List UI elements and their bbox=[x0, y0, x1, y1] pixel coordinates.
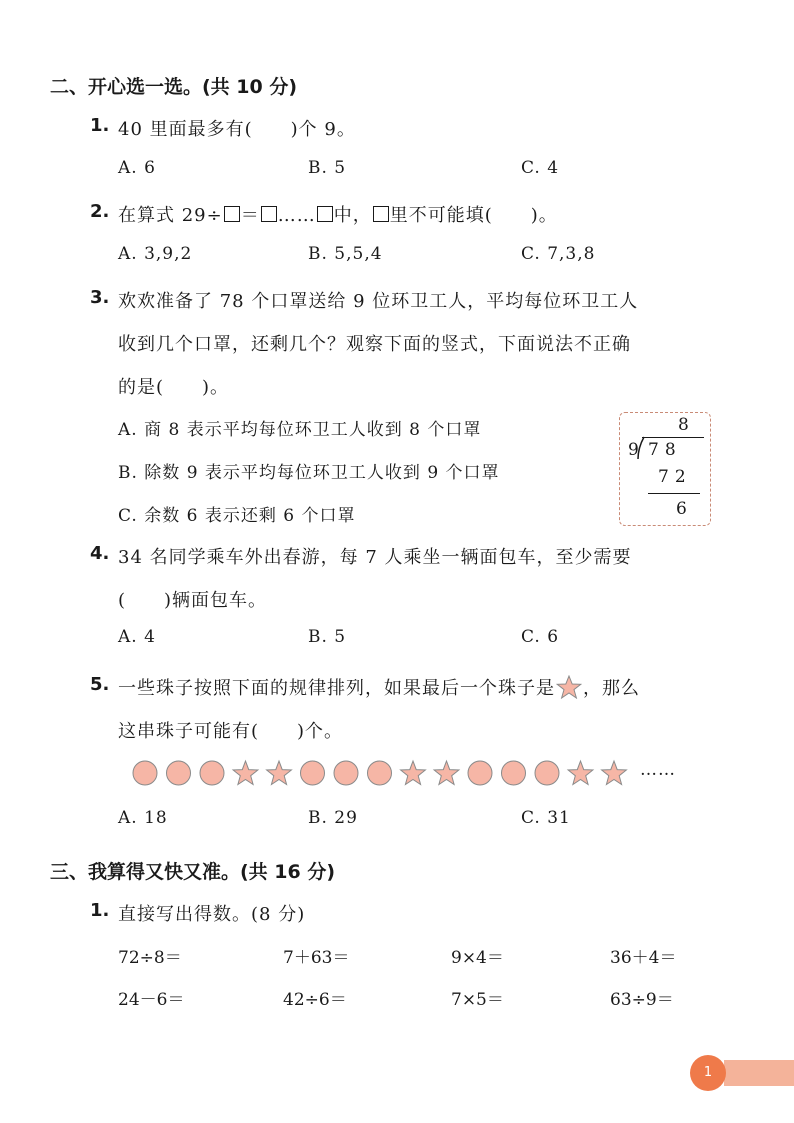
question-3-option-a: A. 商 8 表示平均每位环卫工人收到 8 个口罩 bbox=[118, 420, 482, 440]
question-2-pre: 在算式 29÷ bbox=[118, 205, 223, 226]
division-product: 72 bbox=[658, 467, 692, 487]
question-4-line2: ( )辆面包车。 bbox=[118, 590, 268, 611]
question-5-line1 bbox=[118, 674, 640, 700]
circle-bead bbox=[200, 761, 224, 785]
bead-ellipsis: …… bbox=[640, 760, 676, 780]
circle-bead bbox=[167, 761, 191, 785]
question-3-number: 3. bbox=[90, 287, 110, 308]
division-divisor: 9 bbox=[628, 440, 645, 460]
section-3-question-1-number: 1. bbox=[90, 900, 110, 921]
question-2-equals: ＝ bbox=[240, 205, 260, 226]
question-2-option-c: C. 7,3,8 bbox=[521, 244, 596, 264]
question-5-option-b: B. 29 bbox=[308, 808, 358, 828]
circle-bead bbox=[368, 761, 392, 785]
question-2-text bbox=[118, 201, 558, 227]
division-bar bbox=[642, 437, 704, 438]
question-1-option-b: B. 5 bbox=[308, 158, 347, 178]
question-1-option-a: A. 6 bbox=[118, 158, 156, 178]
star-bead bbox=[602, 761, 627, 785]
circle-bead bbox=[502, 761, 526, 785]
question-2-option-a: A. 3,9,2 bbox=[118, 244, 193, 264]
question-3-line2: 收到几个口罩，还剩几个？观察下面的竖式，下面说法不正确 bbox=[118, 334, 631, 355]
circle-bead bbox=[301, 761, 325, 785]
division-bracket bbox=[636, 436, 646, 460]
division-quotient: 8 bbox=[678, 415, 695, 435]
star-bead bbox=[267, 761, 292, 785]
division-remainder: 6 bbox=[676, 499, 693, 519]
section-2-title: 二、开心选一选。(共 10 分) bbox=[50, 76, 298, 98]
question-2-post: 中， bbox=[333, 205, 372, 226]
question-5-option-c: C. 31 bbox=[521, 808, 571, 828]
question-3-option-b: B. 除数 9 表示平均每位环卫工人收到 9 个口罩 bbox=[118, 463, 500, 483]
calc-item: 24－6＝ bbox=[118, 990, 185, 1010]
question-2-post2: 里不可能填( )。 bbox=[389, 205, 558, 226]
question-4-option-a: A. 4 bbox=[118, 627, 156, 647]
blank-box bbox=[261, 206, 277, 222]
calc-item: 7＋63＝ bbox=[283, 948, 350, 968]
bead-sequence bbox=[132, 758, 692, 788]
star-bead bbox=[434, 761, 459, 785]
question-2-option-b: B. 5,5,4 bbox=[308, 244, 383, 264]
question-5-option-a: A. 18 bbox=[118, 808, 168, 828]
question-1-number: 1. bbox=[90, 115, 110, 136]
page-number-band bbox=[724, 1060, 794, 1086]
division-dividend: 78 bbox=[648, 440, 682, 460]
circle-bead bbox=[133, 761, 157, 785]
blank-box bbox=[224, 206, 240, 222]
circle-bead bbox=[334, 761, 358, 785]
question-4-line1: 34 名同学乘车外出春游，每 7 人乘坐一辆面包车，至少需要 bbox=[118, 547, 632, 568]
calc-item: 42÷6＝ bbox=[283, 990, 347, 1010]
circle-bead bbox=[535, 761, 559, 785]
blank-box bbox=[317, 206, 333, 222]
question-3-line3: 的是( )。 bbox=[118, 377, 230, 398]
star-bead bbox=[233, 761, 258, 785]
question-2-number: 2. bbox=[90, 201, 110, 222]
question-2-ellipsis: …… bbox=[277, 205, 316, 226]
section-3-title: 三、我算得又快又准。(共 16 分) bbox=[50, 861, 336, 883]
star-bead bbox=[401, 761, 426, 785]
calc-item: 9×4＝ bbox=[451, 948, 504, 968]
calc-item: 36＋4＝ bbox=[610, 948, 677, 968]
question-5-line1a: 一些珠子按照下面的规律排列，如果最后一个珠子是 bbox=[118, 678, 555, 699]
division-line bbox=[648, 493, 700, 494]
question-5-number: 5. bbox=[90, 674, 110, 695]
star-bead bbox=[568, 761, 593, 785]
question-3-line1: 欢欢准备了 78 个口罩送给 9 位环卫工人，平均每位环卫工人 bbox=[118, 291, 639, 312]
calc-item: 63÷9＝ bbox=[610, 990, 674, 1010]
question-5-line1b: ，那么 bbox=[583, 678, 640, 699]
blank-box bbox=[373, 206, 389, 222]
question-1-text: 40 里面最多有( )个 9。 bbox=[118, 119, 356, 140]
section-3-question-1-text: 直接写出得数。(8 分) bbox=[118, 904, 306, 925]
calc-item: 72÷8＝ bbox=[118, 948, 182, 968]
calc-item: 7×5＝ bbox=[451, 990, 504, 1010]
question-4-option-c: C. 6 bbox=[521, 627, 560, 647]
long-division-box bbox=[619, 412, 711, 526]
question-4-number: 4. bbox=[90, 543, 110, 564]
page-number: 1 bbox=[690, 1055, 726, 1091]
question-4-option-b: B. 5 bbox=[308, 627, 347, 647]
question-3-option-c: C. 余数 6 表示还剩 6 个口罩 bbox=[118, 506, 356, 526]
question-1-option-c: C. 4 bbox=[521, 158, 560, 178]
circle-bead bbox=[468, 761, 492, 785]
question-5-line2: 这串珠子可能有( )个。 bbox=[118, 721, 344, 742]
star-bead-icon bbox=[556, 675, 582, 699]
